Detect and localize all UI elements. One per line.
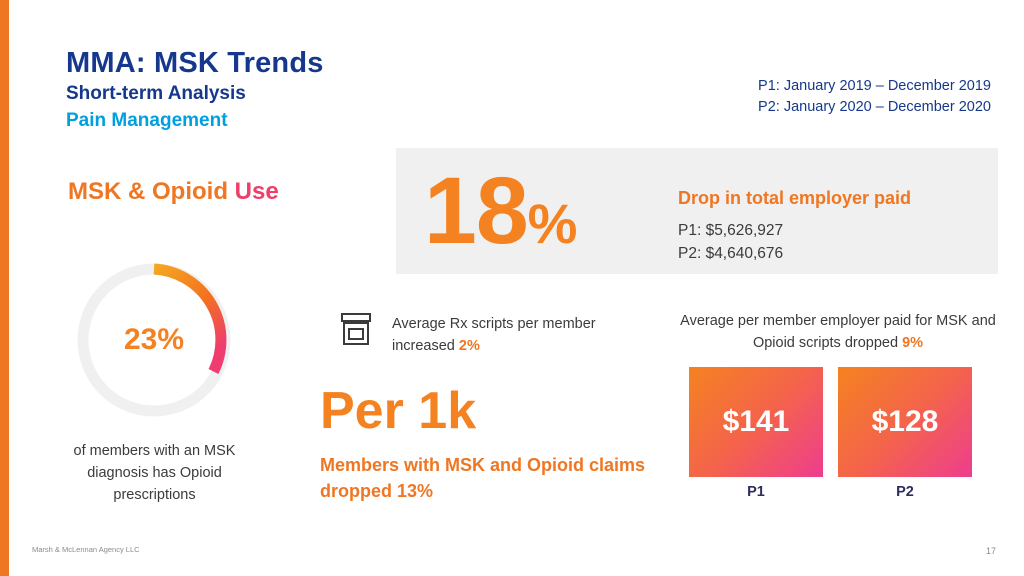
title-category: Pain Management [66, 110, 228, 131]
title-subtitle: Short-term Analysis [66, 83, 246, 104]
employer-paid-headline: Drop in total employer paid [678, 188, 912, 208]
period-p1-label: P1: January 2019 – December 2019 [758, 78, 991, 94]
period-legend [758, 76, 991, 118]
avg-paid-tile-p2: $128 [838, 367, 972, 477]
pill-bottle-icon-svg [340, 312, 372, 346]
drop-percent-value [424, 147, 576, 288]
employer-paid-p2: P2: $4,640,676 [678, 245, 784, 262]
rx-scripts-lead: Average Rx scripts per member increased [392, 316, 596, 354]
per-1k-subtext: Members with MSK and Opioid claims dropped 13% [320, 455, 646, 501]
title-block [66, 46, 324, 134]
drop-percent-number: 18 [424, 158, 528, 264]
rx-scripts-value: 2% [458, 338, 480, 354]
section-heading-part1: MSK & Opioid [68, 178, 235, 205]
pill-bottle-icon [340, 312, 372, 346]
donut-caption: of members with an MSK diagnosis has Opioid prescriptions [73, 443, 236, 503]
avg-paid-tile-p1-label: P1 [747, 484, 765, 500]
period-p2-label: P2: January 2020 – December 2020 [758, 99, 991, 115]
avg-paid-tile-p2-label: P2 [896, 484, 914, 500]
per-1k-headline: Per 1k [320, 382, 477, 440]
footer-company: Marsh & McLennan Agency LLC [32, 545, 140, 554]
left-accent-bar [0, 0, 9, 576]
employer-paid-p1: P1: $5,626,927 [678, 222, 784, 239]
drop-percent-sign: % [527, 192, 577, 255]
avg-paid-tile-p1: $141 [689, 367, 823, 477]
footer-page-number: 17 [985, 546, 996, 556]
page-title: MMA: MSK Trends [66, 47, 324, 79]
avg-paid-lead: Average per member employer paid for MSK and Opioid scripts dropped [680, 313, 996, 351]
employer-paid-details [678, 219, 783, 265]
rx-scripts-text [392, 313, 642, 357]
donut-value-label: 23% [123, 323, 185, 356]
opioid-donut-chart [72, 258, 236, 422]
section-heading [68, 178, 279, 206]
section-heading-part2: Use [234, 178, 279, 205]
avg-paid-text [678, 310, 998, 354]
avg-paid-value: 9% [902, 335, 924, 351]
